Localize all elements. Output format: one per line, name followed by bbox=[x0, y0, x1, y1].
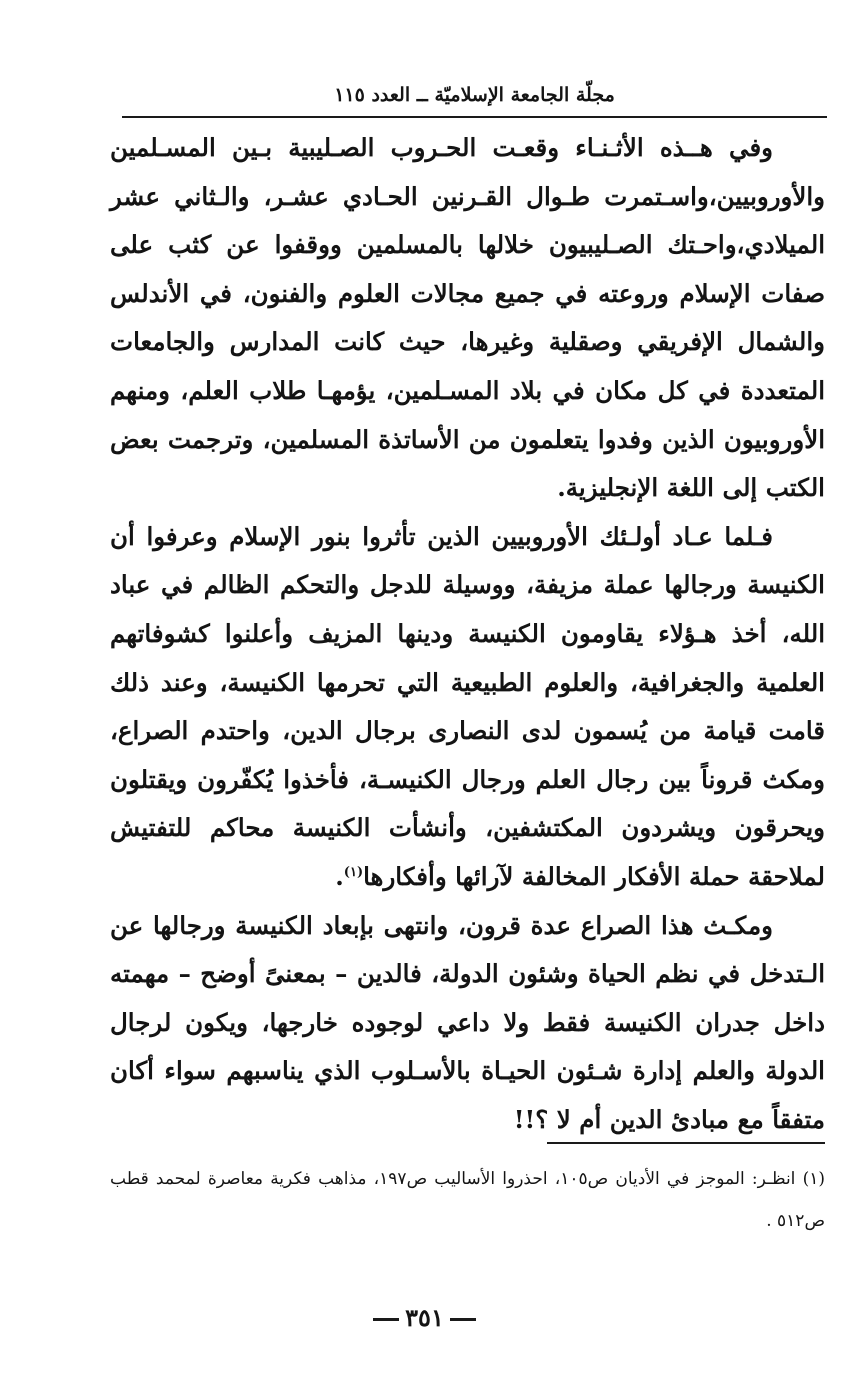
paragraph-1: وفي هــذه الأثـنـاء وقعـت الحـروب الصـليبية بـين المسـلمين والأوروبيين،واسـتمرت طـوال القـرنين الحـادي عشـر، والـثاني عشر الميلادي،واحـتك الصـليبيون خلالها بالمسلمين ووقفوا عن كثب على صفات الإسلام وروعته في جميع مجالات العلوم والفنون، في الأندلس والشمال الإفريقي وصقلية وغيرها، حيث كانت المدارس والجامعات المتعددة في كل مكان في بلاد المسـلمين، يؤمهـا طلاب العلم، ومنهم الأوروبيون الذين وفدوا يتعلمون من الأساتذة المسلمين، وترجمت بعض الكتب إلى اللغة الإنجليزية. bbox=[110, 133, 825, 503]
page-number bbox=[0, 1300, 849, 1336]
paragraph-3: ومكـث هذا الصراع عدة قرون، وانتهى بإبعاد الكنيسة ورجالها عن الـتدخل في نظم الحياة وشئون الدولة، فالدين – بمعنىً أوضح – مهمته داخل جدران الكنيسة فقط ولا داعي لوجوده خارجها، ويكون لرجال الدولة والعلم إدارة شـئون الحيـاة بالأسـلوب الذي يناسبهم سواء أكان متفقاً مع مبادئ الدين أم لا ؟!! bbox=[110, 910, 825, 1134]
body-text bbox=[110, 124, 825, 1144]
header-rule bbox=[122, 116, 827, 118]
footnotes bbox=[110, 1158, 825, 1242]
paragraph-2-end: . bbox=[335, 861, 344, 891]
page-number-value: ٣٥١ bbox=[405, 1303, 444, 1332]
paragraph-2 bbox=[110, 513, 825, 902]
page-number-dash-left bbox=[450, 1318, 476, 1321]
paragraph-2-text: فـلما عـاد أولـئك الأوروبيين الذين تأثروا بنور الإسلام وعرفوا أن الكنيسة ورجالها عملة مزيفة، ووسيلة للدجل والتحكم الظالم في عباد الله، أخذ هـؤلاء يقاومون الكنيسة ودينها المزيف وأعلنوا كشوفاتهم العلمية والجغرافية، والعلوم الطبيعية التي تحرمها الكنيسة، وعند ذلك قامت قيامة من يُسمون لدى النصارى برجال الدين، واحتدم الصراع، ومكث قروناً بين رجال العلم ورجال الكنيسـة، فأخذوا يُكفّرون ويقتلون ويحرقون ويشردون المكتشفين، وأنشأت الكنيسة محاكم للتفتيش لملاحقة حملة الأفكار المخالفة لآرائها وأفكارها bbox=[110, 521, 825, 891]
footnote-reference: (١) bbox=[343, 864, 364, 880]
footnote-rule bbox=[547, 1142, 825, 1144]
running-header bbox=[122, 80, 827, 110]
page-number-dash-right bbox=[373, 1318, 399, 1321]
journal-title: مجلّة الجامعة الإسلاميّة ــ العدد ١١٥ bbox=[334, 84, 615, 106]
footnote-1: (١) انظـر: الموجز في الأديان ص١٠٥، احذروا الأساليب ص١٩٧، مذاهب فكرية معاصرة لمحمد قطب ص٥١٢ . bbox=[110, 1169, 825, 1231]
